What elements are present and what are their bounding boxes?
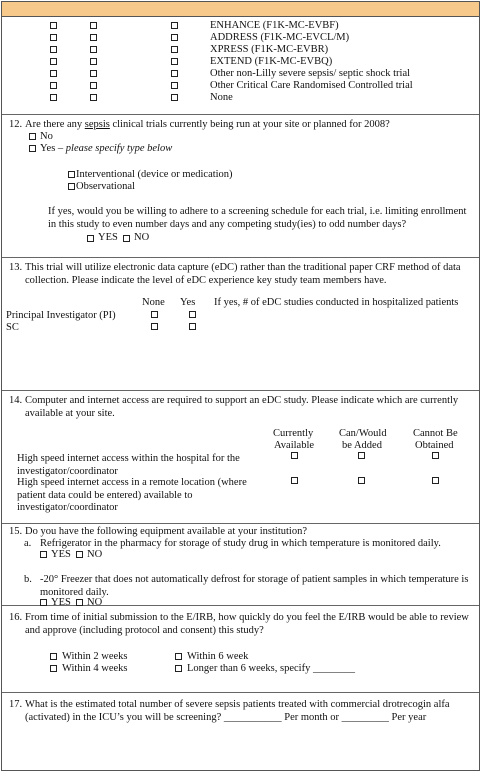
q14-row2-added-checkbox[interactable] — [358, 477, 365, 484]
trial-label: Other non-Lilly severe sepsis/ septic shock trial — [210, 68, 411, 79]
q12-number: 12. — [9, 119, 23, 130]
q13-col-none: None — [142, 297, 165, 308]
trial-checkbox-col3[interactable] — [171, 94, 178, 101]
trial-checkbox-col2[interactable] — [90, 94, 97, 101]
q12-no-label: No — [40, 131, 53, 142]
trial-checkbox-col3[interactable] — [171, 46, 178, 53]
trial-checkbox-col2[interactable] — [90, 82, 97, 89]
trial-label: EXTEND (F1K-MC-EVBQ) — [210, 56, 333, 67]
trial-checkbox-col3[interactable] — [171, 34, 178, 41]
q16-opt4-label: Longer than 6 weeks, specify ________ — [187, 663, 355, 674]
trial-label: ENHANCE (F1K-MC-EVBF) — [210, 20, 339, 31]
q15-b-yes-label: YES — [51, 597, 71, 608]
q14-col3-b: Obtained — [415, 440, 454, 451]
q16-opt2-checkbox[interactable] — [175, 653, 182, 660]
q13-col-count: If yes, # of eDC studies conducted in hospitalized patients — [214, 297, 459, 308]
q14-row1-added-checkbox[interactable] — [358, 452, 365, 459]
q15-b-no-label: NO — [87, 597, 103, 608]
trial-checkbox-col1[interactable] — [50, 58, 57, 65]
q12-followup-no-checkbox[interactable] — [123, 235, 130, 242]
question-13 — [2, 258, 479, 391]
q12-yes-label: Yes – please specify type below — [40, 143, 173, 154]
question-14 — [2, 391, 479, 524]
q14-col2-b: be Added — [342, 440, 382, 451]
q12-followup-yes-checkbox[interactable] — [87, 235, 94, 242]
q13-pi-none-checkbox[interactable] — [151, 311, 158, 318]
trial-checkbox-col2[interactable] — [90, 22, 97, 29]
q14-number: 14. — [9, 395, 23, 406]
q13-sc-none-checkbox[interactable] — [151, 323, 158, 330]
trial-checkbox-col2[interactable] — [90, 34, 97, 41]
trial-checkbox-col1[interactable] — [50, 70, 57, 77]
q14-col1-b: Available — [274, 440, 315, 451]
q14-row2: High speed internet access in a remote location (where patient data could be entered) available to investigator/coordinator — [17, 477, 247, 513]
questionnaire-page — [1, 1, 480, 771]
trial-checkbox-col2[interactable] — [90, 58, 97, 65]
trial-checkbox-col2[interactable] — [90, 46, 97, 53]
q14-col3-a: Cannot Be — [413, 428, 458, 439]
q15-a-label: a. — [24, 538, 32, 549]
q12-observational-checkbox[interactable] — [68, 183, 75, 190]
q15-a-text: Refrigerator in the pharmacy for storage of study drug in which temperature is monitored daily. — [40, 538, 441, 549]
q12-no-checkbox[interactable] — [29, 133, 36, 140]
q12-interventional-checkbox[interactable] — [68, 171, 75, 178]
q15-a-no-label: NO — [87, 549, 103, 560]
q15-a-yes-checkbox[interactable] — [40, 551, 47, 558]
trial-checkbox-col2[interactable] — [90, 70, 97, 77]
trial-checkbox-col3[interactable] — [171, 58, 178, 65]
question-17 — [2, 693, 479, 753]
q15-b-label: b. — [24, 574, 32, 585]
q15-text: Do you have the following equipment available at your institution? — [25, 526, 307, 537]
q14-col2-a: Can/Would — [339, 428, 387, 439]
trial-checkbox-col3[interactable] — [171, 70, 178, 77]
q13-row-sc: SC — [6, 322, 19, 333]
q13-col-yes: Yes — [180, 297, 196, 308]
trial-checkbox-col1[interactable] — [50, 82, 57, 89]
q15-b-no-checkbox[interactable] — [76, 599, 83, 606]
question-16 — [2, 606, 479, 693]
q16-opt1-checkbox[interactable] — [50, 653, 57, 660]
q12-observational-label: Observational — [76, 181, 135, 192]
q14-row2-cannot-checkbox[interactable] — [432, 477, 439, 484]
trial-checkbox-col1[interactable] — [50, 94, 57, 101]
q12-followup-no-label: NO — [134, 232, 150, 243]
q16-opt4-checkbox[interactable] — [175, 665, 182, 672]
q12-interventional-label: Interventional (device or medication) — [76, 169, 233, 180]
trial-checkbox-col1[interactable] — [50, 34, 57, 41]
q16-opt1-label: Within 2 weeks — [62, 651, 128, 662]
q16-number: 16. — [9, 612, 23, 623]
q12-followup: If yes, would you be willing to adhere to a screening schedule for each trial, i.e. limiting enrollment in this study to even number days and any competing study(ies) to odd number days? — [48, 206, 467, 230]
q14-row1-cannot-checkbox[interactable] — [432, 452, 439, 459]
header-band — [2, 2, 479, 17]
q14-row1: High speed internet access within the hospital for the investigator/coordinator — [17, 453, 240, 477]
q13-number: 13. — [9, 262, 23, 273]
q12-yes-checkbox[interactable] — [29, 145, 36, 152]
q16-opt3-checkbox[interactable] — [50, 665, 57, 672]
q14-row2-available-checkbox[interactable] — [291, 477, 298, 484]
q14-col1-a: Currently — [273, 428, 314, 439]
q17-number: 17. — [9, 699, 23, 710]
q15-number: 15. — [9, 526, 23, 537]
question-15 — [2, 524, 479, 606]
q17-text: What is the estimated total number of severe sepsis patients treated with commercial drotrecogin alfa (activated) in the ICU’s you will be screening? ___________ Per month or _________ Per year — [25, 699, 450, 723]
q13-pi-yes-checkbox[interactable] — [189, 311, 196, 318]
q13-sc-yes-checkbox[interactable] — [189, 323, 196, 330]
trial-label: None — [210, 92, 233, 103]
question-12 — [2, 115, 479, 258]
q14-text: Computer and internet access are required to support an eDC study. Please indicate which are currently available at your site. — [25, 395, 459, 419]
trial-checkbox-col3[interactable] — [171, 22, 178, 29]
trial-checkbox-col1[interactable] — [50, 46, 57, 53]
q13-text: This trial will utilize electronic data capture (eDC) rather than the traditional paper CRF method of data collection. Please indicate the level of eDC experience key study team members have. — [25, 262, 461, 286]
q14-row1-available-checkbox[interactable] — [291, 452, 298, 459]
q12-text: Are there any sepsis clinical trials currently being run at your site or planned for 2008? — [25, 119, 390, 130]
q15-b-yes-checkbox[interactable] — [40, 599, 47, 606]
q13-row-pi: Principal Investigator (PI) — [6, 310, 116, 321]
trial-checklist-section — [2, 17, 479, 115]
q15-a-yes-label: YES — [51, 549, 71, 560]
trial-label: Other Critical Care Randomised Controlled trial — [210, 80, 413, 91]
q16-opt2-label: Within 6 week — [187, 651, 249, 662]
q16-opt3-label: Within 4 weeks — [62, 663, 128, 674]
trial-checkbox-col1[interactable] — [50, 22, 57, 29]
q15-a-no-checkbox[interactable] — [76, 551, 83, 558]
trial-label: ADDRESS (F1K-MC-EVCL/M) — [210, 32, 350, 43]
q12-followup-yes-label: YES — [98, 232, 118, 243]
trial-label: XPRESS (F1K-MC-EVBR) — [210, 44, 329, 55]
q16-text: From time of initial submission to the E/IRB, how quickly do you feel the E/IRB would be able to review and approve (including protocol and consent) this study? — [25, 612, 469, 636]
q15-b-text: -20° Freezer that does not automatically defrost for storage of patient samples in which temperature is monitored daily. — [40, 574, 469, 598]
trial-checkbox-col3[interactable] — [171, 82, 178, 89]
